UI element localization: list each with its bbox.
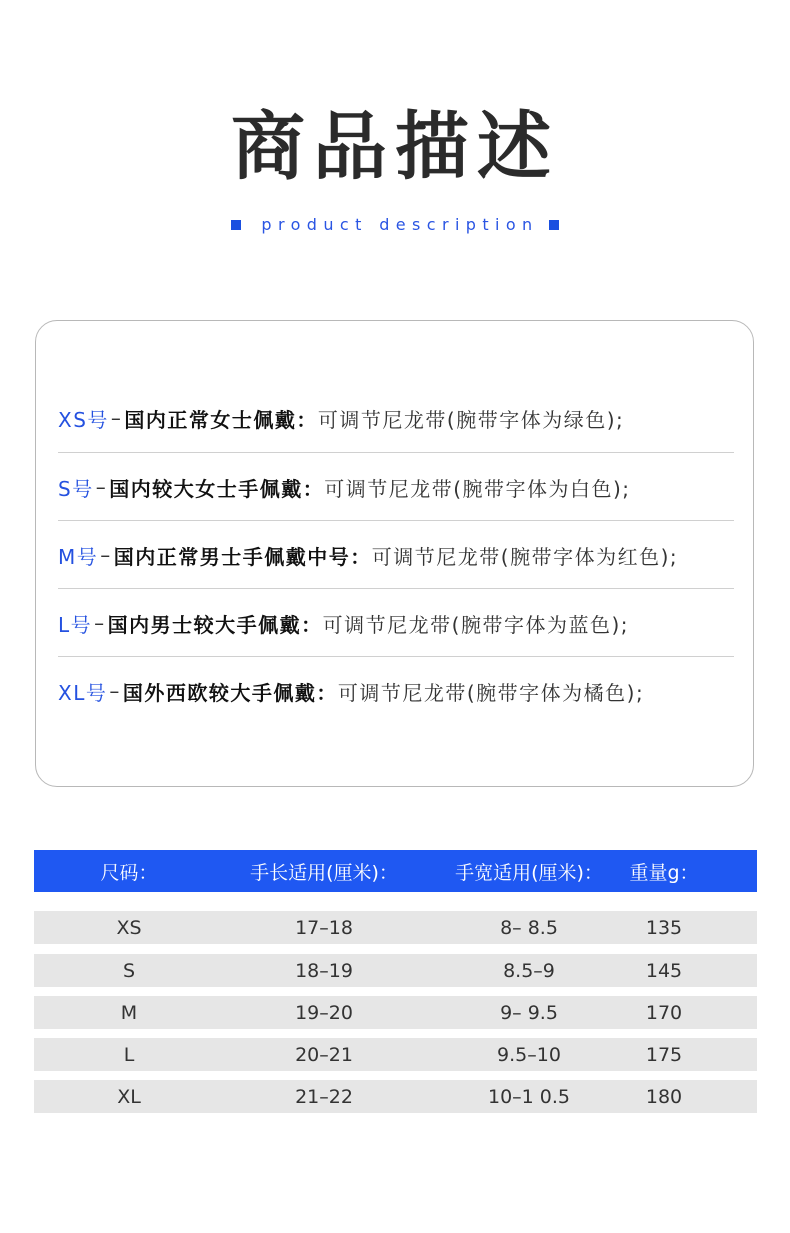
size-dash: –	[94, 611, 106, 635]
subtitle	[0, 214, 790, 236]
cell-hand-width: 9.5–10	[497, 1043, 561, 1066]
cell-weight: 180	[645, 1085, 683, 1108]
size-row-l	[58, 588, 734, 657]
table-row	[34, 996, 757, 1029]
header-hand-length: 手长适用(厘米)：	[250, 861, 398, 884]
cell-hand-width: 8– 8.5	[500, 916, 558, 939]
size-code: M号	[58, 544, 99, 569]
cell-hand-length: 17–18	[295, 916, 353, 939]
size-table-header	[34, 850, 757, 892]
cell-hand-width: 9– 9.5	[500, 1001, 558, 1024]
size-fit-description: 国内男士较大手佩戴：	[107, 612, 323, 637]
square-bullet-right-icon	[549, 220, 559, 230]
size-strap-detail: 可调节尼龙带(腕带字体为红色);	[371, 544, 679, 569]
cell-weight: 175	[645, 1043, 683, 1066]
size-code: L号	[58, 612, 93, 637]
subtitle-text: product description	[261, 215, 539, 234]
size-row-m	[58, 520, 734, 589]
cell-weight: 170	[645, 1001, 683, 1024]
table-row	[34, 911, 757, 944]
size-row-xs	[58, 384, 734, 452]
cell-size: S	[122, 959, 136, 982]
size-dash: –	[109, 679, 121, 703]
size-code: XS号	[58, 407, 109, 432]
cell-hand-length: 18–19	[295, 959, 353, 982]
table-row	[34, 1080, 757, 1113]
table-row	[34, 1038, 757, 1071]
size-dash: –	[110, 406, 123, 430]
size-strap-detail: 可调节尼龙带(腕带字体为绿色);	[317, 407, 625, 432]
size-strap-detail: 可调节尼龙带(腕带字体为白色);	[324, 476, 631, 501]
size-row-xl	[58, 656, 734, 725]
cell-weight: 145	[645, 959, 683, 982]
size-fit-description: 国内较大女士手佩戴：	[109, 476, 325, 501]
header-weight: 重量g：	[629, 861, 699, 884]
cell-hand-width: 10–1 0.5	[487, 1085, 571, 1108]
size-dash: –	[95, 475, 108, 499]
size-strap-detail: 可调节尼龙带(腕带字体为橘色);	[337, 680, 645, 705]
cell-weight: 135	[645, 916, 683, 939]
header-hand-width: 手宽适用(厘米)：	[455, 861, 603, 884]
size-code: XL号	[58, 680, 108, 705]
size-description-card	[35, 320, 754, 787]
header-size: 尺码：	[100, 861, 158, 884]
page-title: 商品描述	[231, 104, 559, 190]
size-fit-description: 国内正常女士佩戴：	[124, 407, 318, 432]
cell-size: XS	[116, 916, 142, 939]
size-fit-description: 国内正常男士手佩戴中号：	[113, 544, 372, 569]
square-bullet-left-icon	[231, 220, 241, 230]
cell-size: L	[123, 1043, 135, 1066]
cell-hand-length: 20–21	[295, 1043, 353, 1066]
size-row-s	[58, 452, 734, 521]
size-code: S号	[58, 476, 94, 501]
size-strap-detail: 可调节尼龙带(腕带字体为蓝色);	[322, 612, 629, 637]
cell-hand-width: 8.5–9	[503, 959, 555, 982]
table-row	[34, 954, 757, 987]
size-dash: –	[100, 543, 112, 567]
cell-hand-length: 21–22	[295, 1085, 353, 1108]
cell-hand-length: 19–20	[295, 1001, 353, 1024]
size-fit-description: 国外西欧较大手佩戴：	[122, 680, 338, 705]
cell-size: M	[120, 1001, 138, 1024]
cell-size: XL	[117, 1085, 141, 1108]
